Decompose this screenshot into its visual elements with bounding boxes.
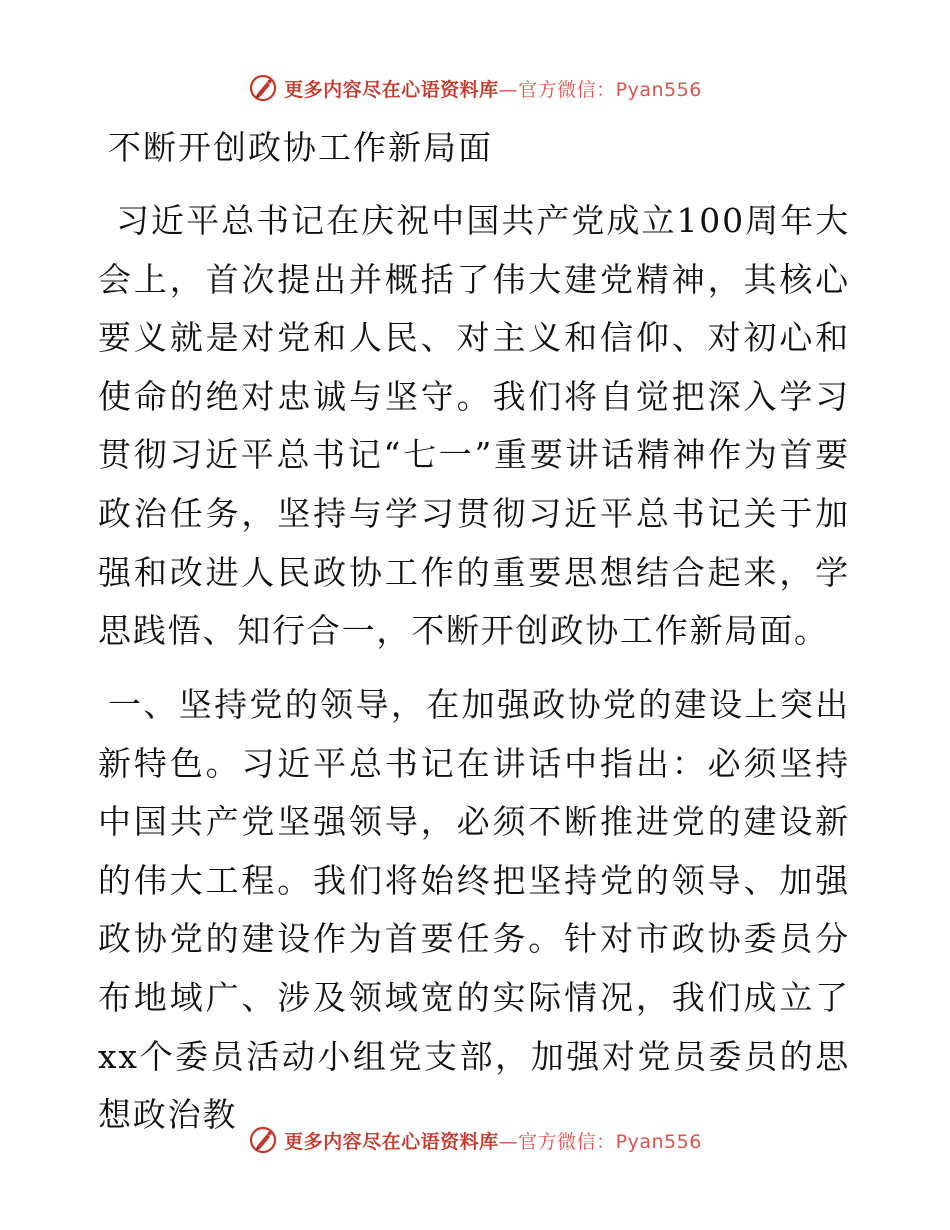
document-title: 不断开创政协工作新局面 bbox=[108, 128, 493, 167]
paragraph-section-one: 一、坚持党的领导，在加强政协党的建设上突出新特色。习近平总书记在讲话中指出：必须坚持中国共产党坚强领导，必须不断推进党的建设新的伟大工程。我们将始终把坚持党的领导、加强政协党的建设作为首要任务。针对市政协委员分布地域广、涉及领域宽的实际情况，我们成立了xx个委员活动小组党支部，加强对党员委员的思想政治教 bbox=[98, 685, 850, 1135]
watermark-main-text: 更多内容尽在心语资料库 bbox=[284, 1130, 499, 1153]
pen-logo-icon bbox=[248, 1125, 278, 1155]
watermark-main-text: 更多内容尽在心语资料库 bbox=[284, 78, 499, 101]
header-watermark bbox=[0, 68, 950, 108]
watermark-sub-text: —官方微信：Pyan556 bbox=[498, 78, 702, 101]
watermark-sub-text: —官方微信：Pyan556 bbox=[498, 1130, 702, 1153]
watermark-text bbox=[284, 75, 702, 102]
pen-logo-icon bbox=[248, 73, 278, 103]
watermark-text bbox=[284, 1127, 702, 1154]
paragraph-intro: 习近平总书记在庆祝中国共产党成立100周年大会上，首次提出并概括了伟大建党精神，其核心要义就是对党和人民、对主义和信仰、对初心和使命的绝对忠诚与坚守。我们将自觉把深入学习贯彻习近平总书记“七一”重要讲话精神作为首要政治任务，坚持与学习贯彻习近平总书记关于加强和改进人民政协工作的重要思想结合起来，学思践悟、知行合一，不断开创政协工作新局面。 bbox=[98, 201, 850, 651]
footer-watermark bbox=[0, 1120, 950, 1160]
